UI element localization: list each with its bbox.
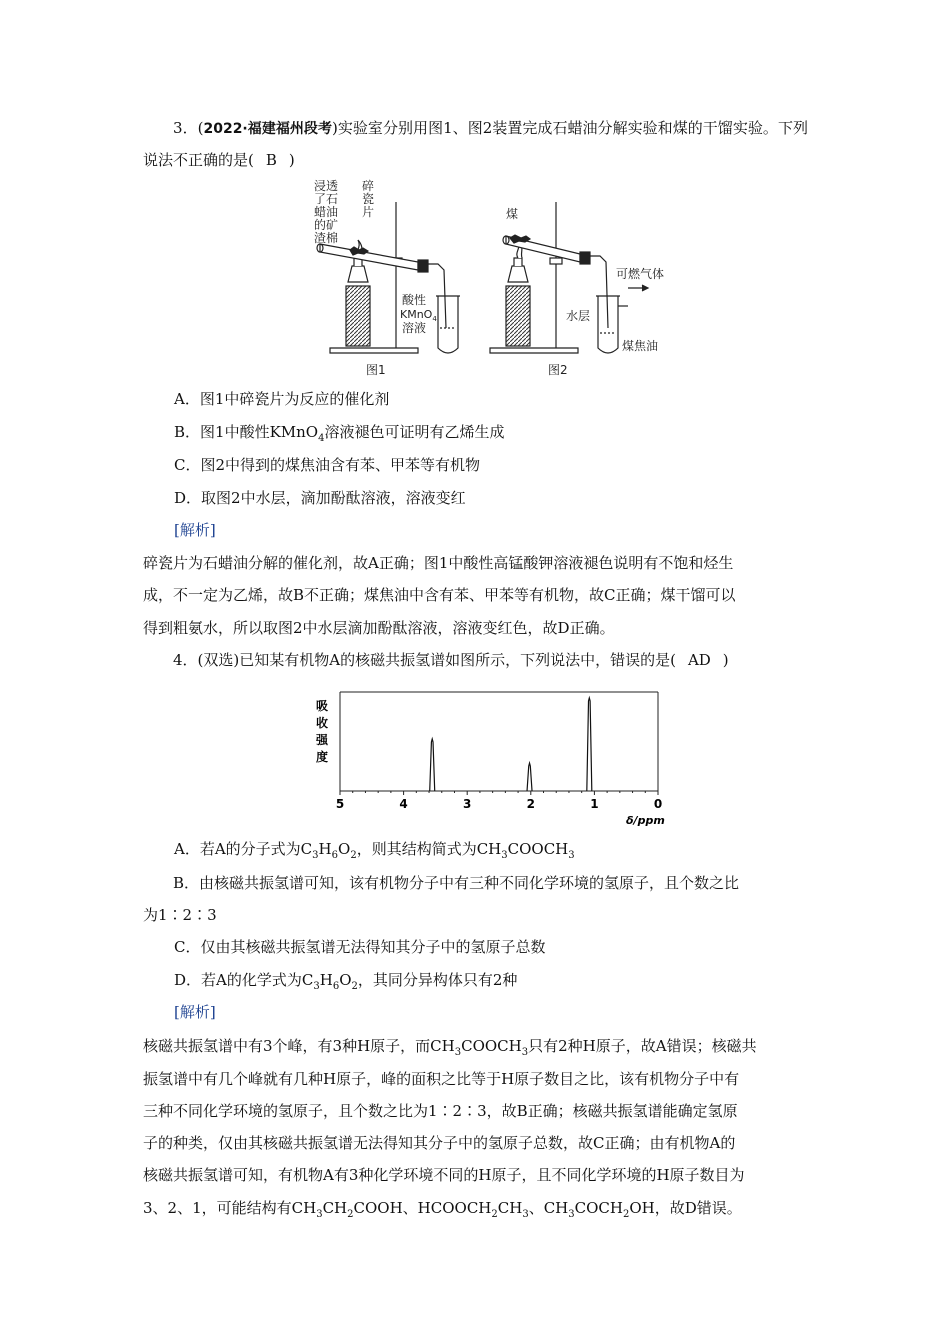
- fig1-caption: 图1: [366, 363, 386, 377]
- nmr-ylabel-2: 收: [316, 716, 329, 730]
- q4-analysis-label: [解析]: [174, 1003, 216, 1021]
- nmr-peak-3: [587, 698, 592, 791]
- q3-analysis-line-2: 成，不一定为乙烯，故B不正确；煤焦油中含有苯、甲苯等有机物，故C正确；煤干馏可以: [143, 586, 736, 604]
- fig2-label-gas: 可燃气体: [616, 267, 665, 281]
- q4-stem-close: ): [722, 651, 729, 669]
- fig1-label-soaked-2: 了石: [314, 192, 339, 206]
- q4-answer: AD: [687, 651, 711, 669]
- q4-option-d: D．若A的化学式为$C_3H_6O_2$，其同分异构体只有2种: [174, 971, 518, 992]
- nmr-ylabel-1: 吸: [316, 699, 329, 713]
- nmr-ylabel-3: 强: [316, 733, 329, 747]
- q3-source: 2022·福建福州段考: [203, 121, 332, 137]
- fig1-label-soaked-3: 蜡油: [314, 205, 339, 219]
- fig1-label-porcelain-3: 片: [362, 205, 375, 219]
- q3-option-a: A．图1中碎瓷片为反应的催化剂: [174, 390, 390, 408]
- nmr-tick-label-5: 5: [335, 797, 345, 811]
- q4-analysis-line-1: 核磁共振氢谱中有3个峰，有3种H原子，而$CH_3COOCH_3$只有2种H原子，故A错误；核磁共: [143, 1037, 757, 1058]
- fig2-caption: 图2: [548, 363, 568, 377]
- fig1-label-porcelain-1: 碎: [362, 179, 375, 193]
- fig2-label-coal: 煤: [506, 207, 519, 221]
- q3-option-b: B．图1中酸性KMnO$_4$溶液褪色可证明有乙烯生成: [174, 423, 505, 444]
- nmr-peak-1: [430, 739, 435, 791]
- q4-analysis-line-3: 三种不同化学环境的氢原子，且个数之比为1∶2∶3，故B正确；核磁共振氢谱能确定氢原: [143, 1102, 738, 1120]
- fig1-label-kmno: KMnO$_4$: [400, 308, 437, 323]
- q3-option-d: D．取图2中水层，滴加酚酞溶液，溶液变红: [174, 489, 466, 507]
- nmr-spectrum-chart: [300, 686, 680, 831]
- fig1-label-acid: 酸性: [402, 293, 427, 307]
- nmr-tick-label-3: 3: [463, 797, 472, 811]
- q4-stem-text: 4．(双选)已知某有机物A的核磁共振氢谱如图所示，下列说法中，错误的是(: [173, 651, 676, 669]
- q3-stem: [143, 113, 808, 176]
- fig2-label-tar: 煤焦油: [622, 339, 659, 353]
- q3-stem-close: ): [288, 151, 295, 169]
- nmr-xlabel: δ/ppm: [626, 814, 665, 827]
- nmr-tick-label-1: 1: [590, 797, 599, 811]
- fig1-label-porcelain-2: 瓷: [362, 192, 375, 206]
- q4-option-c: C．仅由其核磁共振氢谱无法得知其分子中的氢原子总数: [174, 938, 546, 956]
- nmr-ylabel-4: 度: [316, 750, 329, 764]
- apparatus-figure: [310, 178, 690, 378]
- q3-number: 3．(: [173, 119, 204, 137]
- fig1-label-soaked-5: 渣棉: [314, 231, 339, 245]
- q3-answer: B: [265, 151, 277, 169]
- q4-analysis-line-6: 3、2、1，可能结构有$CH_3CH_2COOH$、$HCOOCH_2CH_3$、$CH_3COCH_2OH$，故D错误。: [143, 1199, 742, 1220]
- nmr-peak-2: [527, 763, 532, 791]
- q4-stem: [143, 645, 808, 676]
- q4-option-b-line-1: B．由核磁共振氢谱可知，该有机物分子中有三种不同化学环境的氢原子，且个数之比: [173, 874, 740, 892]
- fig1-label-soaked-4: 的矿: [314, 218, 339, 232]
- fig1-label-solution: 溶液: [402, 321, 427, 335]
- q3-analysis-line-1: 碎瓷片为石蜡油分解的催化剂，故A正确；图1中酸性高锰酸钾溶液褪色说明有不饱和烃生: [143, 554, 734, 572]
- q4-analysis-line-5: 核磁共振氢谱可知，有机物A有3种化学环境不同的H原子，且不同化学环境的H原子数目为: [143, 1166, 745, 1184]
- nmr-tick-label-0: 0: [653, 797, 663, 811]
- q4-option-a: A．若A的分子式为$C_3H_6O_2$，则其结构简式为$CH_3COOCH_3$: [174, 840, 575, 861]
- q4-option-b-line-2: 为1∶2∶3: [143, 906, 217, 924]
- q4-analysis-line-4: 子的种类，仅由其核磁共振氢谱无法得知其分子中的氢原子总数，故C正确；由有机物A的: [143, 1134, 736, 1152]
- q3-option-c: C．图2中得到的煤焦油含有苯、甲苯等有机物: [174, 456, 481, 474]
- nmr-tick-label-2: 2: [526, 797, 535, 811]
- nmr-tick-label-4: 4: [399, 797, 408, 811]
- q3-stem-text: )实验室分别用图1、图2装置完成石蜡油分解实验和煤的干馏实验。下列说法不正确的是(: [143, 119, 808, 169]
- fig2-label-water: 水层: [566, 309, 591, 323]
- q3-analysis-line-3: 得到粗氨水，所以取图2中水层滴加酚酞溶液，溶液变红色，故D正确。: [143, 619, 615, 637]
- q4-analysis-line-2: 振氢谱中有几个峰就有几种H原子，峰的面积之比等于H原子数目之比，该有机物分子中有: [143, 1070, 740, 1088]
- q3-analysis-label: [解析]: [174, 521, 216, 539]
- fig1-label-soaked-1: 浸透: [314, 179, 339, 193]
